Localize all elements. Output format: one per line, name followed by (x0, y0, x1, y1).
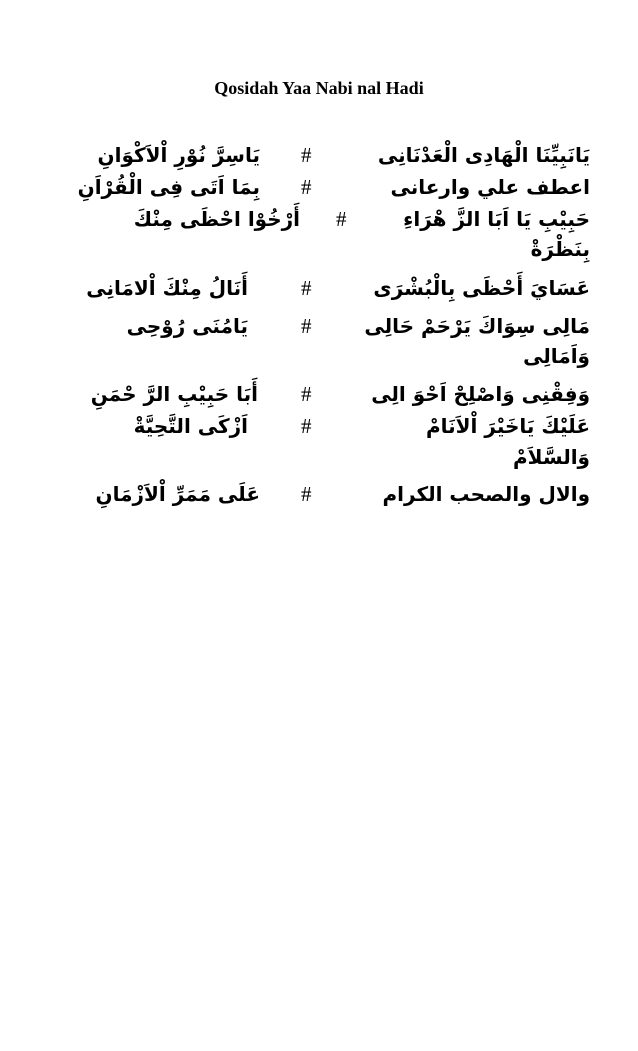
line-second-half: أَرْخُوْا احْظَى مِنْكَ (133, 207, 300, 231)
document-title: Qosidah Yaa Nabi nal Hadi (214, 78, 424, 98)
line-separator: # (301, 382, 312, 406)
poem-line (0, 268, 638, 308)
line-first-half: اعطف علي وارعانى (390, 175, 590, 199)
line-first-half: عَلَيْكَ يَاخَيْرَ اْلاَنَامْ (425, 414, 590, 438)
line-separator: # (301, 143, 312, 167)
line-first-half: عَسَايَ أَحْظَى بِالْبُشْرَى (373, 276, 590, 300)
line-second-half: اَزْكَى التَّحِيَّةْ (133, 414, 248, 438)
poem-line (0, 437, 638, 477)
line-first-half: يَانَبِيِّنَا الْهَادِى الْعَدْنَانِى (377, 143, 590, 167)
line-separator: # (301, 414, 312, 438)
line-separator: # (301, 314, 312, 338)
line-first-half: بِنَظْرَةْ (530, 237, 590, 261)
line-second-half: أَبَا حَبِيْبِ الرَّ حْمَنِ (90, 382, 258, 406)
line-first-half: حَبِيْبِ يَا اَبَا الزَّ هْرَاءِ (403, 207, 590, 231)
line-second-half: عَلَى مَمَرِّ اْلاَزْمَانِ (95, 482, 260, 506)
line-separator: # (301, 276, 312, 300)
poem-line (0, 474, 638, 514)
line-first-half: وَفِقْنِى وَاصْلِحْ اَحْوَ الِى (371, 382, 590, 406)
line-second-half: بِمَا اَتَى فِى الْقُرْاَنِ (77, 175, 260, 199)
poem-line (0, 229, 638, 269)
line-first-half: والال والصحب الكرام (382, 482, 590, 506)
line-separator: # (336, 207, 347, 231)
line-separator: # (301, 175, 312, 199)
line-second-half: يَاسِرَّ نُوْرِ اْلاَكْوَانِ (97, 143, 260, 167)
line-second-half: أَنَالُ مِنْكَ اْلامَانِى (86, 276, 248, 300)
poem-line (0, 336, 638, 376)
line-first-half: وَالسَّلاَمْ (513, 445, 590, 469)
line-first-half: وَاَمَالِى (523, 344, 590, 368)
line-separator: # (301, 482, 312, 506)
line-second-half: يَامُنَى رُوْحِى (126, 314, 248, 338)
line-first-half: مَالِى سِوَاكَ يَرْحَمْ حَالِى (364, 314, 590, 338)
